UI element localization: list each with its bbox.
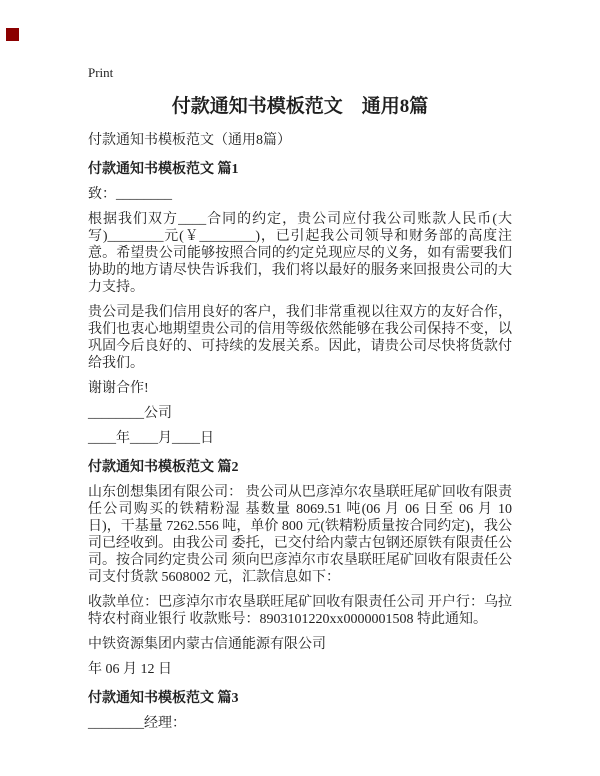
section-heading-2: 付款通知书模板范文 篇2: [88, 460, 239, 475]
payee-info-paragraph: 收款单位：巴彦淖尔市农垦联旺尾矿回收有限责任公司 开户行：乌拉特农村商业银行 收款账号：8903101220xx0000001508 特此通知。: [88, 595, 512, 627]
issue-date-line: 年 06 月 12 日: [88, 662, 172, 677]
issuer-company-line: 中铁资源集团内蒙古信通能源有限公司: [88, 637, 326, 652]
thanks-line: 谢谢合作!: [88, 381, 149, 396]
section-heading-1: 付款通知书模板范文 篇1: [88, 162, 239, 177]
document-title: 付款通知书模板范文 通用8篇: [171, 96, 429, 117]
body-paragraph: 根据我们双方____合同的约定，贵公司应付我公司账款人民币(大写)________元(￥________)，已引起我公司领导和财务部的高度注意。希望贵公司能够按照合同的约定兑现应尽的义务，如有需要我们协助的地方请尽快告诉我们，我们将以最好的服务来回报贵公司的大力支持。: [88, 212, 512, 295]
print-link[interactable]: Print: [88, 65, 114, 80]
recording-indicator: [6, 28, 19, 41]
section-heading-3: 付款通知书模板范文 篇3: [88, 691, 239, 706]
salutation-line: ________经理：: [88, 716, 186, 731]
signature-company-line: ________公司: [88, 406, 172, 421]
document-subtitle: 付款通知书模板范文（通用8篇）: [88, 133, 291, 148]
signature-date-line: ____年____月____日: [88, 431, 214, 446]
salutation-line: 致：________: [88, 187, 172, 202]
body-paragraph: 贵公司是我们信用良好的客户，我们非常重视以往双方的友好合作，我们也衷心地期望贵公司的信用等级依然能够在我公司保持不变，以巩固今后良好的、可持续的发展关系。因此，请贵公司尽快将货款付给我们。: [88, 305, 512, 371]
body-paragraph: 山东创想集团有限公司： 贵公司从巴彦淖尔农垦联旺尾矿回收有限责任公司购买的铁精粉湿 基数量 8069.51 吨(06 月 06 日至 06 月 10 日)，干基量 7262.556 吨，单价 800 元(铁精粉质量按合同约定)，我公司已经收到。由我公司 委托，已交付给内蒙古包钢还原铁有限责任公司。按合同约定贵公司 须向巴彦淖尔市农垦联旺尾矿回收有限责任公司支付货款 5608002 元，汇款信息如下：: [88, 485, 512, 585]
